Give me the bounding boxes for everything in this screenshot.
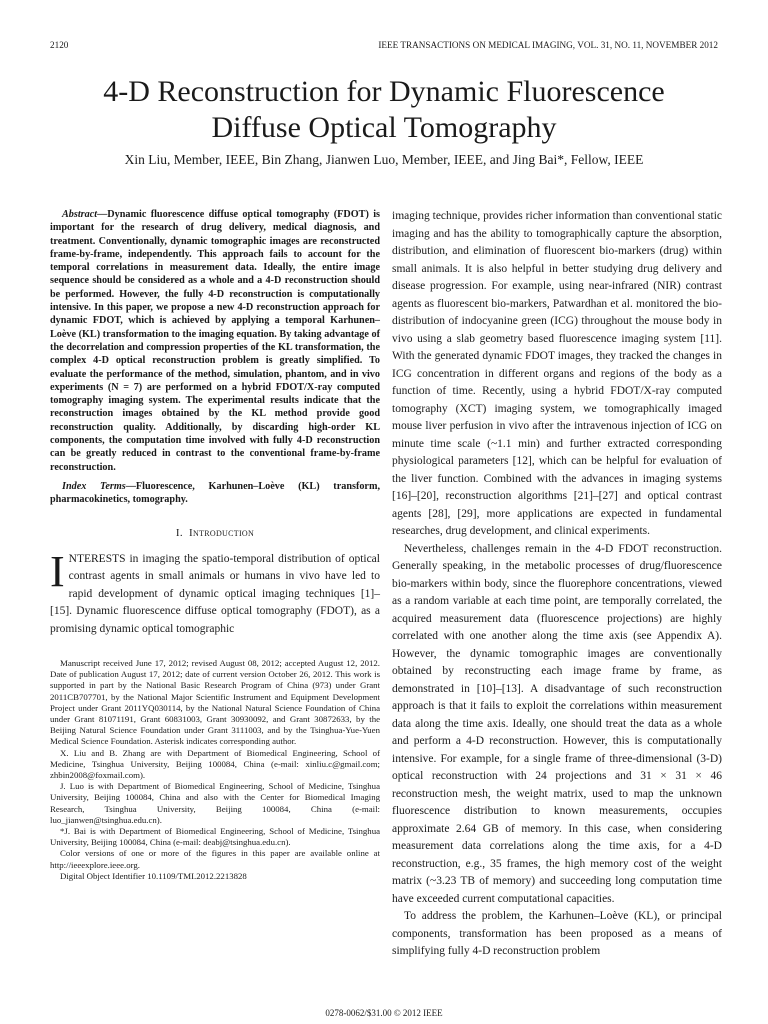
right-paragraph-3: To address the problem, the Karhunen–Loève (KL), or principal components, transformation has been proposed as a means of simplifying fully 4-D reconstruction problem bbox=[392, 910, 722, 957]
right-paragraph-1: imaging technique, provides richer information than conventional static imaging and has the ability to tomographically capture the absorption, distribution, and elimination of fluorescent bio-markers (drug) within small animals. It is also helpful in better studying drug delivery and disease progression. For example, using near-infrared (NIR) contrast agents as fluorescent bio-markers, Patwardhan et al. monitored the bio-distribution of indocyanine green (ICG) throughout the mouse body in vivo using a slab geometry based fluorescence imaging system [11]. With the generated dynamic FDOT images, they tracked the changes in ICG concentration in different organs and regions of the body as a function of time. Recently, using a hybrid FDOT/X-ray computed tomography (XCT) imaging system, we tomographically imaged mouse liver perfusion in vivo after the intravenous injection of ICG on minute time scale (~1.1 min) and further extracted corresponding physiological parameters [12], which can be helpful for evaluation of the liver function. Combined with the advances in imaging systems [16]–[20], reconstruction algorithms [21]–[27] and optical contrast agents [28], [29], more applications are expected in fundamental researches, drug development, and clinical experiments. bbox=[392, 210, 722, 537]
index-terms-text: —Fluorescence, Karhunen–Loève (KL) transform, pharmacokinetics, tomography. bbox=[50, 480, 380, 506]
paper-title-line-1: 4-D Reconstruction for Dynamic Fluorescence bbox=[103, 75, 665, 108]
footnote-affiliation-luo: J. Luo is with Department of Biomedical Engineering, School of Medicine, Tsinghua University, Beijing 100084, China and also with the Center for Biomedical Imaging Research, Tsinghua University, Beijing 100084, China (e-mail: luo_jianwen@tsinghua.edu.cn). bbox=[50, 781, 380, 825]
abstract bbox=[50, 208, 380, 474]
abstract-label: Abstract bbox=[62, 209, 98, 220]
intro-text: NTERESTS in imaging the spatio-temporal distribution of optical contrast agents in small animals or humans in vivo have led to rapid development of dynamic optical imaging techniques [1]–[15]. Dynamic fluorescence diffuse optical tomography (FDOT), as a promising dynamic optical tomographic bbox=[50, 552, 380, 635]
right-paragraph-2: Nevertheless, challenges remain in the 4-D FDOT reconstruction. Generally speaking, in the metabolic processes of drug/fluorescence bio-markers within body, since the fluorephore concentrations, viewed as a random variable at each time point, are temporally correlated, the acquired measurement data (fluorescence projections) are highly correlated with one another along the time axis (see Appendix A). However, the dynamic tomographic images are conventionally obtained by reconstructing each image frame by frame, as demonstrated in [10]–[13]. A disadvantage of such reconstruction approach is that it fails to exploit the correlations within measurement data along the time axis. Ideally, one should treat the data as a whole and perform a 4-D reconstruction. However, this is computationally intensive. For example, for a single frame of three-dimensional (3-D) optical reconstruction with 24 projections and 31 × 31 × 46 reconstruction mesh, the weight matrix, used to map the unknown fluorescence distribution to known measurements, occupies approximate 2.64 GB of memory. In this case, when considering measurement data correlations along the time axis, for a 4-D reconstruction, e.g., 35 frames, the high memory cost of the weight matrix (~3.23 TB of memory) and succeeding long computation time have exceeded current computational capacities. bbox=[392, 542, 722, 905]
index-terms-label: Index Terms bbox=[62, 480, 126, 492]
left-column bbox=[50, 208, 380, 882]
journal-header: IEEE TRANSACTIONS ON MEDICAL IMAGING, VOL. 31, NO. 11, NOVEMBER 2012 bbox=[378, 40, 718, 50]
section-title: Introduction bbox=[189, 526, 255, 539]
footnote-doi: Digital Object Identifier 10.1109/TMI.2012.2213828 bbox=[60, 870, 247, 881]
footnote-manuscript: Manuscript received June 17, 2012; revised August 08, 2012; accepted August 12, 2012. Date of publication August 17, 2012; date of current version October 26, 2012. This work is supported in part by the National Basic Research Program of China (973) under Grant 2011CB707701, by the National Major Scientific Instrument and Equipment Development Project under Grant 2011YQ030114, by the National Natural Science Foundation of China under Grant 81071191, Grant 60831003, Grant 30930092, and Grant 30872633, by the Beijing Natural Science Foundation under Grant 3111003, and by the Tsinghua-Yue-Yuen Medical Science Foundation. Asterisk indicates corresponding author. bbox=[50, 658, 380, 747]
copyright-footer: 0278-0062/$31.00 © 2012 IEEE bbox=[325, 1008, 443, 1018]
footnote-affiliation-liu-zhang: X. Liu and B. Zhang are with Department of Biomedical Engineering, School of Medicine, Tsinghua University, Beijing 100084, China (e-mail: xinliu.c@gmail.com; zhbin2008@foxmail.com). bbox=[50, 747, 380, 781]
page-number: 2120 bbox=[50, 40, 69, 50]
index-terms bbox=[50, 480, 380, 507]
section-number: I. bbox=[175, 526, 183, 539]
footnotes bbox=[50, 658, 380, 882]
intro-paragraph bbox=[50, 546, 380, 639]
footnote-affiliation-bai: *J. Bai is with Department of Biomedical Engineering, School of Medicine, Tsinghua University, Beijing 100084, China (e-mail: deabj@tsinghua.edu.cn). bbox=[50, 826, 380, 848]
drop-cap: I bbox=[50, 546, 65, 596]
abstract-text: —Dynamic fluorescence diffuse optical tomography (FDOT) is important for the research of drug delivery, medical diagnosis, and treatment. Conventionally, dynamic tomographic images are reconstructed frame-by-frame, independently. This approach fails to account for the temporal correlations in measurement data. Ideally, the entire image sequence should be considered as a whole and a 4-D reconstruction should be performed. However, the fully 4-D reconstruction is computationally intensive. In this paper, we propose a new 4-D reconstruction approach for dynamic FDOT, which is achieved by applying a temporal Karhunen–Loève (KL) transformation to the imaging equation. By taking advantage of the decorrelation and compression properties of the KL transformation, the complex 4-D optical reconstruction problem is greatly simplified. To evaluate the performance of the method, simulation, phantom, and in vivo experiments (N = 7) are performed on a hybrid FDOT/X-ray computed tomography imaging system. The experimental results indicate that the reconstruction images obtained by the KL method provide good reconstruction quality. Additionally, by discarding high-order KL components, the computation time involved with fully 4-D reconstruction can be greatly reduced in contrast to the conventional frame-by-frame reconstruction. bbox=[50, 209, 380, 473]
footnote-color-versions: Color versions of one or more of the figures in this paper are available online at http://ieeexplore.ieee.org. bbox=[50, 848, 380, 870]
author-list: Xin Liu, Member, IEEE, Bin Zhang, Jianwen Luo, Member, IEEE, and Jing Bai*, Fellow, IEEE bbox=[124, 152, 644, 167]
right-column bbox=[392, 208, 722, 961]
paper-title-line-2: Diffuse Optical Tomography bbox=[211, 111, 557, 144]
section-heading bbox=[50, 527, 380, 539]
